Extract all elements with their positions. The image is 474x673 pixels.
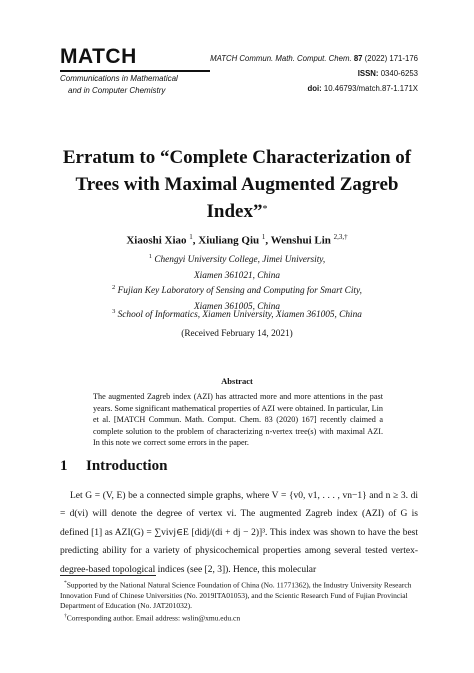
- author-list: Xiaoshi Xiao $^1$, Xiuliang Qiu $^1$, Wenshui Lin $^{2,3,\dagger}$: [126, 233, 348, 247]
- doi-line: [210, 81, 418, 96]
- doi-value[interactable]: 10.46793/match.87-1.171X: [323, 84, 418, 93]
- journal-citation-block: [210, 51, 418, 96]
- body-paragraph: Let G = (V, E) be a connected simple graphs, where V = {v0, v1, . . . , vn−1} and n ≥ 3. di = d(vi) will denote the degree of vertex vi. The augmented Zagreb index (AZI) of G is defined [1] as AZI(G) = ∑vivj∈E [didj/(di + dj − 2)]³. This index was shown to have the best predicting ability for a variety of physicochemical properties among several tested vertex-degree-based topological indices (see [2, 3]). Hence, this molecular: [60, 491, 418, 575]
- footnote-divider: [60, 575, 156, 576]
- affiliation-number: 3: [112, 308, 116, 315]
- author-affiliation-mark: 2,3,†: [333, 233, 348, 241]
- issn-value: 0340-6253: [380, 69, 418, 78]
- brand-subtitle-line2: and in Computer Chemistry: [68, 86, 166, 95]
- affiliation-3: [40, 304, 434, 324]
- affiliation-text: Chengyi University College, Jimei University,: [154, 255, 326, 266]
- issn-label: ISSN:: [357, 69, 379, 78]
- body-text: [60, 487, 418, 579]
- section-title: Introduction: [86, 458, 168, 474]
- footnote-corresponding: †Corresponding author. Email address: wslin@xmu.edu.cn: [64, 613, 241, 623]
- received-date: (Received February 14, 2021): [181, 329, 293, 339]
- title-line2: Trees with Maximal Augmented Zagreb: [75, 174, 399, 195]
- title-footnote-mark[interactable]: *: [262, 204, 268, 215]
- affiliation-text: Xiamen 361005, China: [194, 301, 280, 312]
- affiliation-number: 1: [148, 253, 152, 260]
- brand-divider: [60, 70, 210, 72]
- citation-prefix: MATCH Commun. Math. Comput. Chem.: [210, 54, 352, 63]
- affiliation-text: Xiamen 361021, China: [194, 270, 280, 281]
- section-heading: [60, 458, 167, 475]
- abstract-heading: Abstract: [221, 376, 253, 386]
- affiliation-text: Fujian Key Laboratory of Sensing and Computing for Smart City,: [117, 286, 362, 297]
- author-affiliation-mark: 1: [261, 233, 266, 241]
- brand-subtitle-line1: Communications in Mathematical: [60, 73, 178, 83]
- issn-line: [210, 66, 418, 81]
- author-name: Xiuliang Qiu: [198, 234, 260, 247]
- journal-brand-subtitle: [60, 73, 210, 98]
- abstract-text: The augmented Zagreb index (AZI) has attracted more and more attentions in the past years. Some significant mathematical properties of AZI were obtained. In particular, Lin et al. [MATCH Commun. Math. Comput. Chem. 83 (2020) 167] recently claimed a complete solution to the problem of characterizing n-vertex tree(s) with maximal AZI. In this note we correct some errors in the paper.: [93, 392, 383, 448]
- citation-volume: 87: [353, 54, 363, 63]
- author-name: Wenshui Lin: [270, 234, 331, 247]
- journal-brand-title: MATCH: [60, 45, 137, 68]
- affiliation-number: 2: [112, 284, 116, 291]
- paper-title: [40, 144, 434, 225]
- affiliation-1: [40, 249, 434, 284]
- affiliation-text: School of Informatics, Xiamen University, Xiamen 361005, China: [117, 310, 362, 321]
- citation-suffix: (2022) 171-176: [364, 54, 418, 63]
- author-affiliation-mark: 1: [189, 233, 193, 241]
- doi-label: doi:: [307, 84, 322, 93]
- title-line3: Index”*: [206, 201, 268, 222]
- footnote-funding: *Supported by the National Natural Science Foundation of China (No. 11771362), the Industry University Research Innovation Fund of Chinese Universities (No. 2019ITA01053), and the Scientic Research Fund of Fujian Provincial Department of Education (No. JAT201032).: [60, 580, 412, 610]
- footnotes: [60, 578, 418, 624]
- section-number: 1: [60, 458, 68, 474]
- journal-logo-block: [60, 46, 210, 98]
- author-name: Xiaoshi Xiao: [126, 234, 187, 247]
- citation-line: [210, 51, 418, 66]
- title-line1: Erratum to “Complete Characterization of: [62, 147, 412, 168]
